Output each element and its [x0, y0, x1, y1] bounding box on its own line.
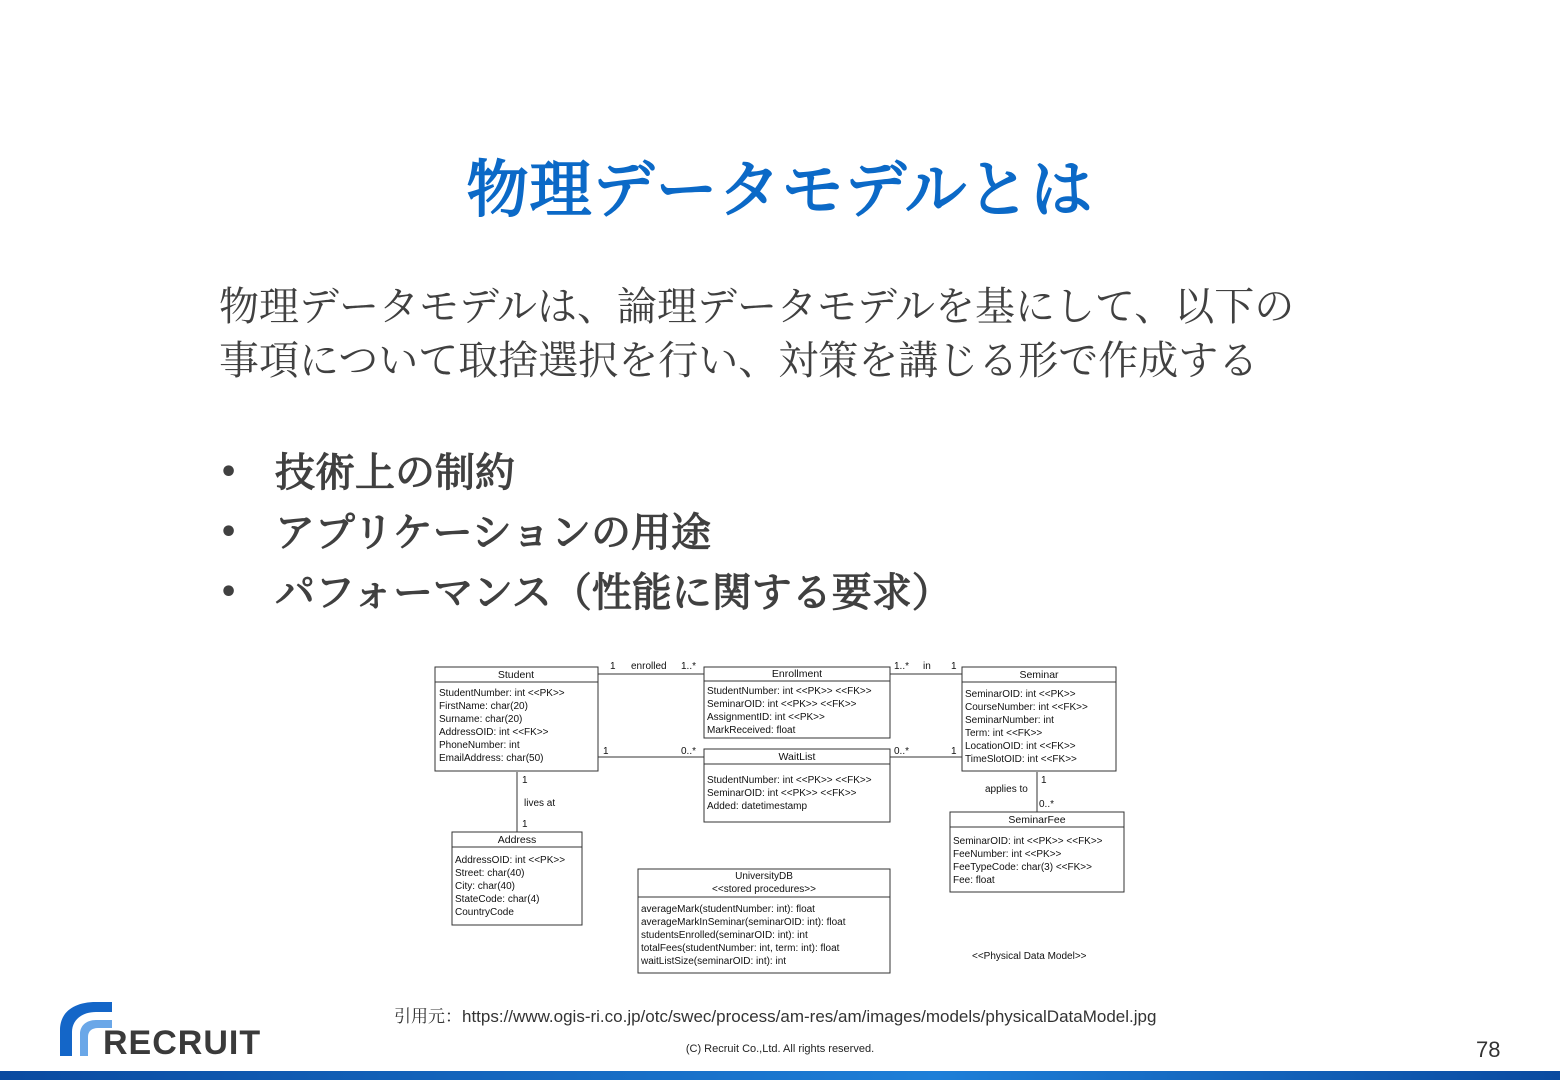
bullet-text: アプリケーションの用途	[275, 510, 711, 556]
multiplicity-label: 1	[1041, 775, 1047, 786]
class-attribute: LocationOID: int <<FK>>	[965, 741, 1076, 752]
class-attribute: StudentNumber: int <<PK>> <<FK>>	[707, 775, 872, 786]
class-name: Seminar	[1019, 669, 1059, 681]
class-universitydb	[638, 869, 890, 973]
bullet-item	[219, 443, 952, 503]
relation-label: in	[923, 661, 931, 672]
class-waitlist	[704, 749, 890, 822]
class-attribute: FeeTypeCode: char(3) <<FK>>	[953, 862, 1092, 873]
bullet-dot-icon: •	[219, 455, 239, 490]
bullet-text: パフォーマンス（性能に関する要求）	[275, 570, 952, 616]
multiplicity-label: 0..*	[681, 746, 697, 757]
class-stereotype: <<stored procedures>>	[712, 884, 816, 895]
class-attribute: PhoneNumber: int	[439, 740, 520, 751]
multiplicity-label: 0..*	[1039, 799, 1055, 810]
class-method: waitListSize(seminarOID: int): int	[641, 956, 787, 967]
page-number: 78	[1476, 1037, 1501, 1062]
class-name: UniversityDB	[735, 871, 793, 882]
class-name: Address	[497, 834, 537, 846]
class-method: averageMarkInSeminar(seminarOID: int): float	[641, 917, 846, 928]
class-student	[435, 667, 598, 771]
multiplicity-label: 1	[522, 775, 528, 786]
class-name: Enrollment	[771, 668, 823, 680]
bullet-dot-icon: •	[219, 515, 239, 550]
class-method: studentsEnrolled(seminarOID: int): int	[641, 930, 808, 941]
copyright-notice: (C) Recruit Co.,Ltd. All rights reserved.	[685, 1043, 875, 1055]
class-attribute: FirstName: char(20)	[439, 701, 528, 712]
class-attribute: Fee: float	[953, 875, 995, 886]
class-attribute: TimeSlotOID: int <<FK>>	[965, 754, 1077, 765]
bullet-dot-icon: •	[219, 575, 239, 610]
bullet-item	[219, 503, 952, 563]
class-attribute: SeminarOID: int <<PK>>	[965, 689, 1076, 700]
class-attribute: CourseNumber: int <<FK>>	[965, 702, 1088, 713]
slide-title: 物理データモデルとは	[466, 153, 1094, 226]
relation-label: lives at	[524, 798, 556, 809]
multiplicity-label: 1	[603, 746, 609, 757]
multiplicity-label: 1..*	[894, 661, 910, 672]
class-seminar	[962, 667, 1116, 771]
class-attribute: Term: int <<FK>>	[965, 728, 1043, 739]
citation-source: 引用元：https://www.ogis-ri.co.jp/otc/swec/process/am-res/am/images/models/physicalDataModel.jpg	[394, 1007, 1157, 1026]
diagram-footer-label: <<Physical Data Model>>	[972, 951, 1087, 962]
class-enrollment	[704, 667, 890, 738]
class-attribute: MarkReceived: float	[707, 725, 796, 736]
class-attribute: Surname: char(20)	[439, 714, 523, 725]
bullet-item	[219, 563, 952, 623]
class-attribute: SeminarOID: int <<PK>> <<FK>>	[953, 836, 1103, 847]
multiplicity-label: 1	[610, 661, 616, 672]
class-attribute: StudentNumber: int <<PK>>	[439, 688, 565, 699]
class-method: averageMark(studentNumber: int): float	[641, 904, 815, 915]
multiplicity-label: 1	[522, 819, 528, 830]
class-attribute: AddressOID: int <<FK>>	[439, 727, 549, 738]
relation-label: enrolled	[631, 661, 667, 672]
class-attribute: FeeNumber: int <<PK>>	[953, 849, 1062, 860]
multiplicity-label: 1..*	[681, 661, 697, 672]
body-paragraph: 物理データモデルは、論理データモデルを基にして、以下の事項について取捨選択を行い、対策を講じる形で作成する	[219, 284, 1295, 384]
class-attribute: StudentNumber: int <<PK>> <<FK>>	[707, 686, 872, 697]
logo-text: RECRUIT	[103, 1024, 262, 1062]
physical-data-model-diagram	[420, 650, 1140, 980]
class-attribute: SeminarNumber: int	[965, 715, 1054, 726]
class-attribute: SeminarOID: int <<PK>> <<FK>>	[707, 699, 857, 710]
class-method: totalFees(studentNumber: int, term: int): float	[641, 943, 840, 954]
class-attribute: Street: char(40)	[455, 868, 525, 879]
class-attribute: SeminarOID: int <<PK>> <<FK>>	[707, 788, 857, 799]
class-attribute: AddressOID: int <<PK>>	[455, 855, 566, 866]
class-attribute: StateCode: char(4)	[455, 894, 540, 905]
class-attribute: EmailAddress: char(50)	[439, 753, 544, 764]
class-attribute: AssignmentID: int <<PK>>	[707, 712, 825, 723]
bullet-list	[219, 443, 952, 623]
multiplicity-label: 1	[951, 746, 957, 757]
relation-label: applies to	[985, 784, 1028, 795]
class-attribute: Added: datetimestamp	[707, 801, 808, 812]
class-attribute: City: char(40)	[455, 881, 516, 892]
bullet-text: 技術上の制約	[275, 450, 515, 496]
class-name: Student	[497, 669, 535, 681]
class-attribute: CountryCode	[455, 907, 514, 918]
class-name: SeminarFee	[1008, 814, 1066, 826]
bottom-accent-bar	[0, 1071, 1560, 1080]
multiplicity-label: 0..*	[894, 746, 910, 757]
class-name: WaitList	[778, 751, 816, 763]
multiplicity-label: 1	[951, 661, 957, 672]
class-seminarfee	[950, 812, 1124, 892]
class-address	[452, 832, 582, 925]
